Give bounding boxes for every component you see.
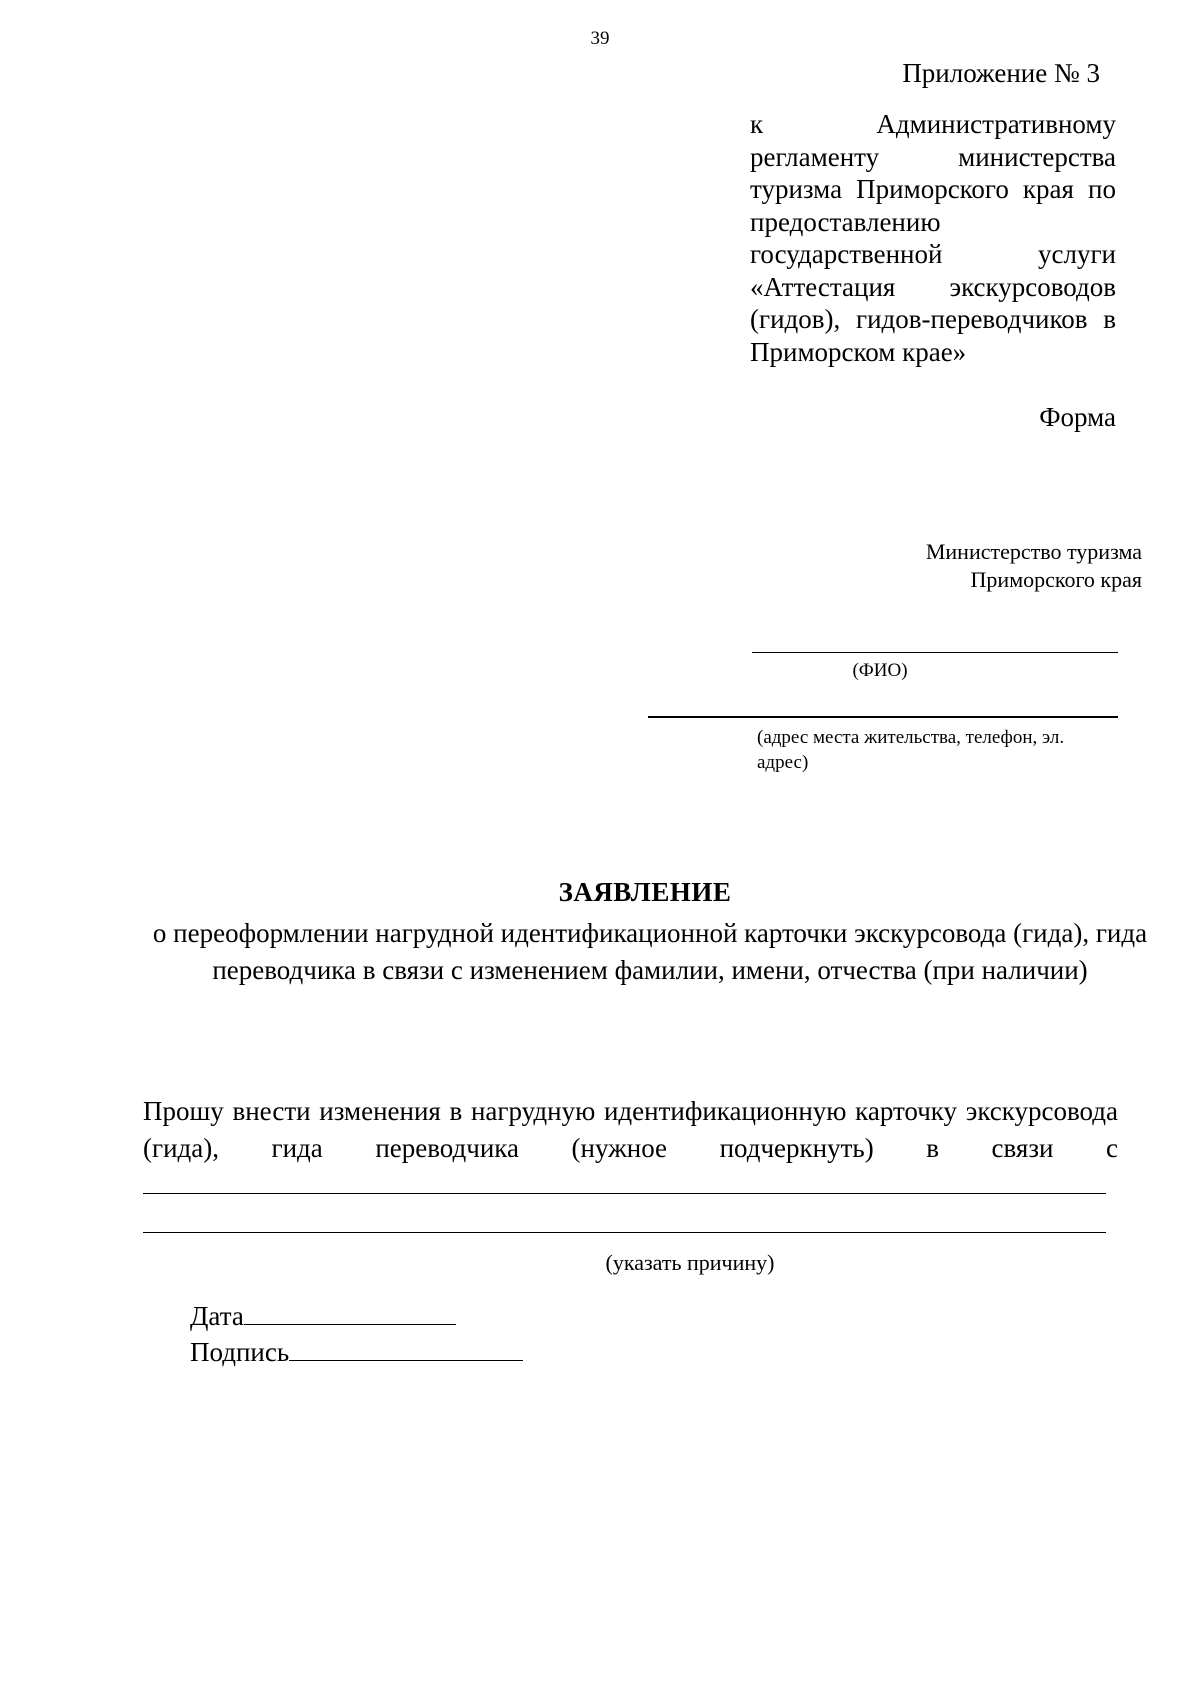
date-row <box>190 1300 456 1332</box>
signature-label: Подпись <box>190 1337 290 1367</box>
fio-fill-line[interactable] <box>752 652 1118 653</box>
fio-caption: (ФИО) <box>852 660 908 681</box>
reason-fill-line-2[interactable] <box>143 1232 1106 1233</box>
address-caption: (адрес места жительства, телефон, эл. адрес) <box>757 727 1065 773</box>
recipient-line-1: Министерство туризма <box>925 539 1142 564</box>
reason-fill-line-1[interactable] <box>143 1193 1106 1194</box>
document-subtitle: о переоформлении нагрудной идентификационной карточки экскурсовода (гида), гида переводчика в связи с изменением фамилии, имени, отчества (при наличии) <box>152 918 1148 985</box>
date-label: Дата <box>190 1301 244 1331</box>
appendix-body: к Административному регламенту министерства туризма Приморского края по предоставлению государственной услуги «Аттестация экскурсоводов (гидов), гидов-переводчиков в Приморском крае» <box>750 109 1116 367</box>
form-label: Форма <box>1039 402 1116 432</box>
request-text: Прошу внести изменения в нагрудную идентификационную карточку экскурсовода (гида), гида переводчика (нужное подчеркнуть) в связи с <box>143 1096 1118 1163</box>
appendix-title: Приложение № 3 <box>902 58 1100 88</box>
signature-fill-line[interactable] <box>289 1338 523 1361</box>
reason-caption: (указать причину) <box>605 1250 775 1275</box>
signature-row <box>190 1336 523 1368</box>
address-fill-line[interactable] <box>648 716 1118 718</box>
document-title: ЗАЯВЛЕНИЕ <box>558 877 732 907</box>
recipient-line-2: Приморского края <box>970 567 1142 592</box>
page-number: 39 <box>590 28 610 49</box>
recipient-block <box>800 538 1142 594</box>
date-fill-line[interactable] <box>244 1302 456 1325</box>
